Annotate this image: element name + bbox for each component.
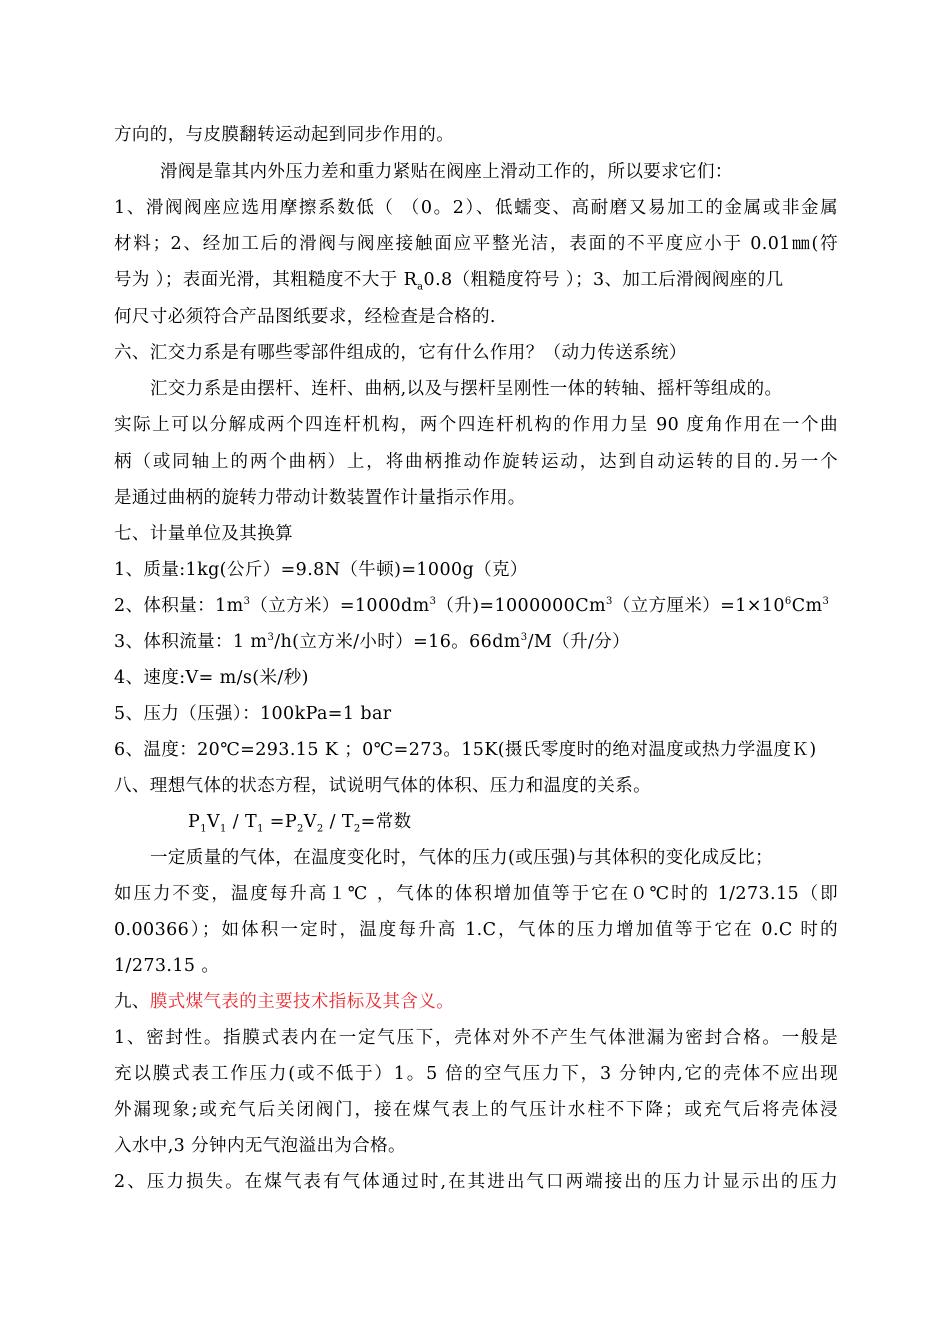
paragraph-line: 汇交力系是由摆杆、连杆、曲柄,以及与摆杆呈刚性一体的转轴、摇杆等组成的。 [150, 379, 783, 399]
paragraph-line: 1、质量:1kg(公斤）=9.8N（牛顿)=1000g（克） [114, 560, 528, 580]
paragraph-line: 是通过曲柄的旋转力带动计数装置作计量指示作用。 [114, 488, 526, 508]
paragraph-line: 1/273.15 。 [114, 956, 220, 976]
paragraph-line: 6、温度：20℃=293.15 K ；0℃=273。15K(摄氏零度时的绝对温度或热力学温度Ｋ) [114, 740, 817, 760]
paragraph-line: 3、体积流量：1 $m^3/h$(立方米/小时）=16。$66dm^3/M$（升/分） [114, 632, 631, 652]
paragraph-line: 一定质量的气体，在温度变化时，气体的压力(或压强)与其体积的变化成反比； [150, 848, 774, 868]
paragraph-line: 2、体积量：$1m^3$（立方米）$=1000dm^3$（升)$=1000000Cm^3$（立方厘米）$=1\times 10^6Cm^3$ [114, 596, 830, 616]
paragraph-line: 如压力不变，温度每升高１℃ ，气体的体积增加值等于它在０℃时的 1/273.15（即 [114, 884, 838, 904]
highlighted-heading-text: 膜式煤气表的主要技术指标及其含义。 [149, 992, 455, 1012]
paragraph-line: 实际上可以分解成两个四连杆机构，两个四连杆机构的作用力呈 90 度角作用在一个曲 [114, 415, 838, 435]
section-heading: 八、理想气体的状态方程，试说明气体的体积、压力和温度的关系。 [114, 776, 651, 796]
section-heading: 七、计量单位及其换算 [114, 524, 293, 544]
section-heading: 九、膜式煤气表的主要技术指标及其含义。 [114, 992, 455, 1012]
paragraph-line: 柄（或同轴上的两个曲柄）上，将曲柄推动作旋转运动，达到自动运转的目的.另一个 [114, 452, 838, 472]
paragraph-line: 1、滑阀阀座应选用摩擦系数低（ （0。2）、低蠕变、高耐磨又易加工的金属或非金属 [114, 198, 838, 218]
paragraph-line: 0.00366）；如体积一定时，温度每升高 1.C，气体的压力增加值等于它在 0.C 时的 [114, 920, 838, 940]
paragraph-line: 材料；2、经加工后的滑阀与阀座接触面应平整光洁，表面的不平度应小于 0.01㎜(符 [114, 234, 838, 254]
paragraph-line: 外漏现象;或充气后关闭阀门，接在煤气表上的气压计水柱不下降；或充气后将壳体浸 [114, 1100, 838, 1120]
paragraph-line: 1、密封性。指膜式表内在一定气压下，壳体对外不产生气体泄漏为密封合格。一般是 [114, 1028, 838, 1048]
paragraph-line: 滑阀是靠其内外压力差和重力紧贴在阀座上滑动工作的，所以要求它们： [160, 162, 733, 182]
section-heading: 六、汇交力系是有哪些零部件组成的，它有什么作用？（动力传送系统） [114, 343, 687, 363]
paragraph-line: 4、速度:V= m/s(米/秒) [114, 668, 309, 688]
paragraph-line: 何尺寸必须符合产品图纸要求，经检查是合格的. [114, 307, 496, 327]
paragraph-line: 方向的，与皮膜翻转运动起到同步作用的。 [114, 125, 455, 145]
paragraph-line: 2、压力损失。在煤气表有气体通过时,在其进出气口两端接出的压力计显示出的压力 [114, 1172, 838, 1192]
paragraph-line: 充以膜式表工作压力(或不低于）1。5 倍的空气压力下，3 分钟内,它的壳体不应出现 [114, 1064, 838, 1084]
paragraph-line: 入水中,3 分钟内无气泡溢出为合格。 [114, 1136, 406, 1156]
paragraph-line: 5、压力（压强）：100kPa=1 bar [114, 704, 392, 724]
formula-line: $P_1V_1 / T_1 =P_2V_2 / T_2=$常数 [188, 812, 412, 835]
paragraph-line: 号为 ）；表面光滑，其粗糙度不大于 $R_a0.8$（粗糙度符号 ）；3、加工后滑阀阀座的几 [114, 270, 784, 293]
